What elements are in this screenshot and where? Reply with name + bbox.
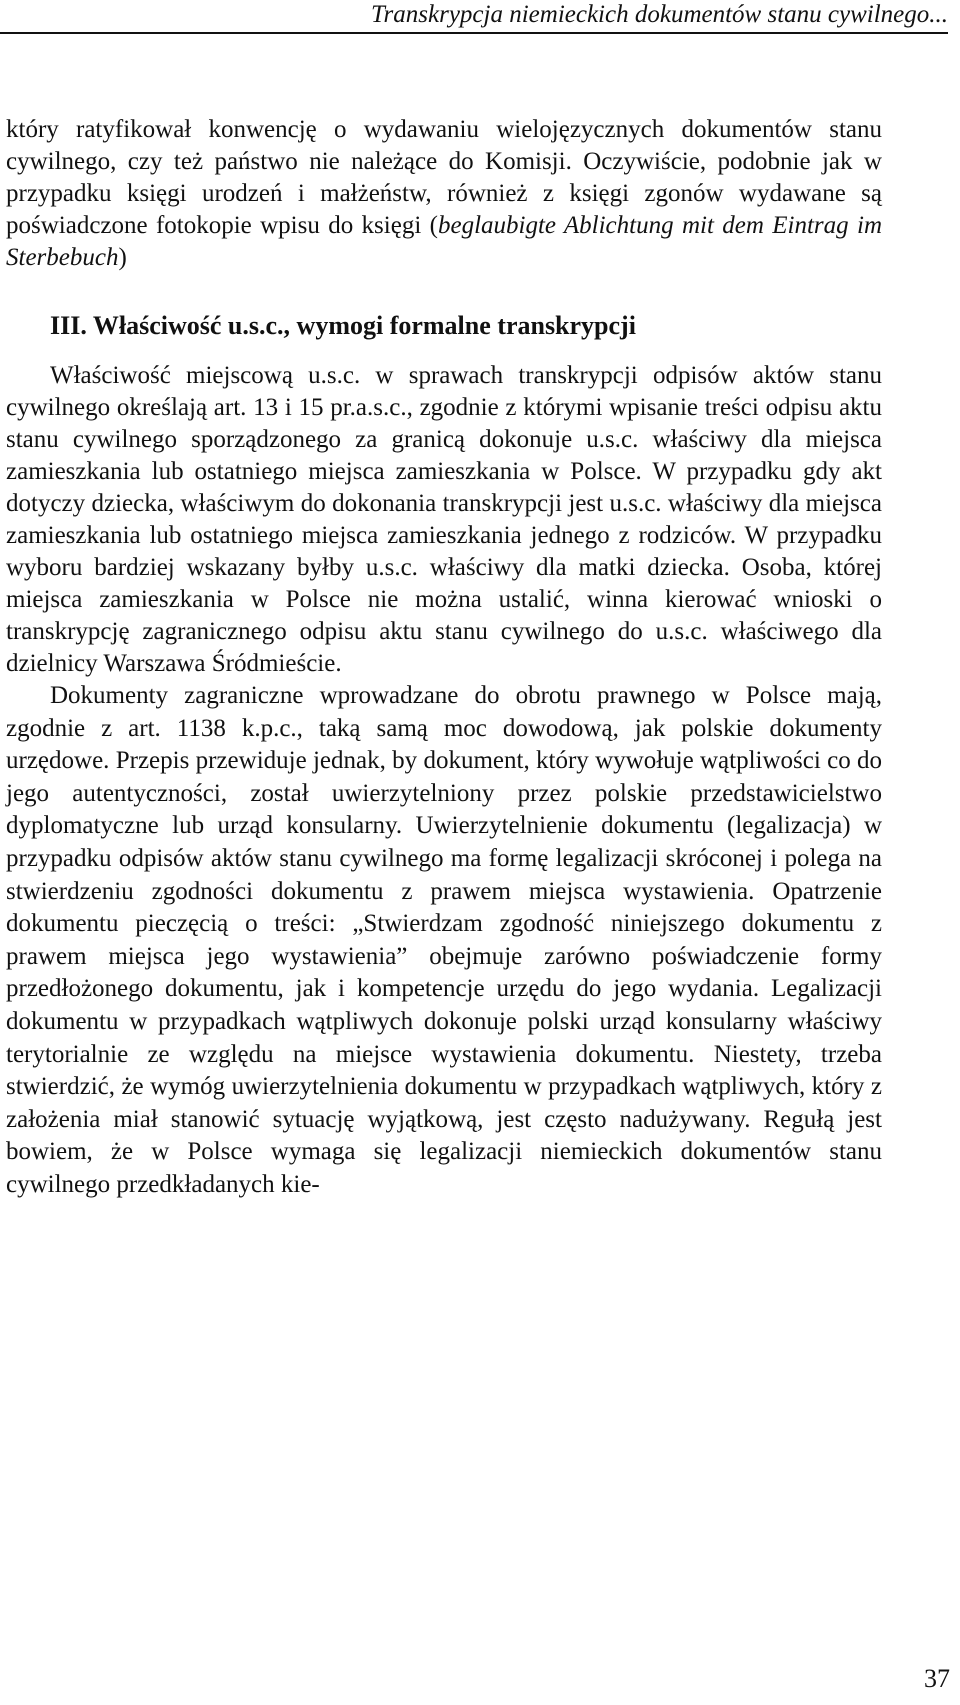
page-body: [6, 114, 882, 1202]
running-header: [0, 0, 948, 34]
continuation-paragraph: [6, 114, 882, 274]
german-term: beglaubigte Ablichtung mit dem Eintrag im Sterbebuch: [6, 212, 882, 271]
running-title: Transkrypcja niemieckich dokumentów stanu cywilnego...: [371, 1, 948, 28]
body-paragraph-1: Właściwość miejscową u.s.c. w sprawach transkrypcji odpisów aktów stanu cywilnego określają art. 13 i 15 pr.a.s.c., zgodnie z którymi wpisanie treści odpisu aktu stanu cywilnego sporządzonego za granicą dokonuje u.s.c. właściwy dla miejsca zamieszkania lub ostatniego miejsca zamieszkania w Polsce. W przypadku gdy akt dotyczy dziecka, właściwym do dokonania transkrypcji jest u.s.c. właściwy dla miejsca zamieszkania lub ostatniego miejsca zamieszkania jednego z rodziców. W przypadku wyboru bardziej wskazany byłby u.s.c. właściwy dla matki dziecka. Osoba, której miejsca zamieszkania w Polsce nie można ustalić, winna kierować wnioski o transkrypcję zagranicznego odpisu aktu stanu cywilnego do u.s.c. właściwego dla dzielnicy Warszawa Śródmieście.: [6, 362, 882, 677]
body-paragraph-2: Dokumenty zagraniczne wprowadzane do obrotu prawnego w Polsce mają, zgodnie z art. 1138 k.p.c., taką samą moc dowodową, jak polskie dokumenty urzędowe. Przepis przewiduje jednak, by dokument, który wywołuje wątpliwości co do jego autentyczności, został uwierzytelniony przez polskie przedstawicielstwo dyplomatyczne lub urząd konsularny. Uwierzytelnienie dokumentu (legalizacja) w przypadku odpisów aktów stanu cywilnego ma formę legalizacji skróconej i polega na stwierdzeniu zgodności dokumentu z prawem miejsca wystawienia. Opatrzenie dokumentu pieczęcią o treści: „Stwierdzam zgodność niniejszego dokumentu z prawem miejsca jego wystawienia” obejmuje zarówno poświadczenie formy przedłożonego dokumentu, jak i kompetencje urzędu do jego wydania. Legalizacji dokumentu w przypadkach wątpliwych dokonuje polski urząd konsularny właściwy terytorialnie ze względu na miejsce wystawienia dokumentu. Niestety, trzeba stwierdzić, że wymóg uwierzytelnienia dokumentu w przypadkach wątpliwych, który z założenia miał stanowić sytuację wyjątkową, jest często nadużywany. Regułą jest bowiem, że w Polsce wymaga się legalizacji niemieckich dokumentów stanu cywilnego przedkładanych kie-: [6, 682, 882, 1198]
continuation-text: który ratyfikował konwencję o wydawaniu wielojęzycznych dokumentów stanu cywilnego, czy też państwo nie należące do Komisji. Oczywiście, podobnie jak w przypadku księgi urodzeń i małżeństw, również z księgi zgonów wydawane są poświadczone fotokopie wpisu do księgi (: [6, 116, 882, 239]
page-number: 37: [924, 1664, 950, 1693]
continuation-close: ): [118, 244, 127, 271]
section-heading: III. Właściwość u.s.c., wymogi formalne transkrypcji: [50, 311, 636, 340]
